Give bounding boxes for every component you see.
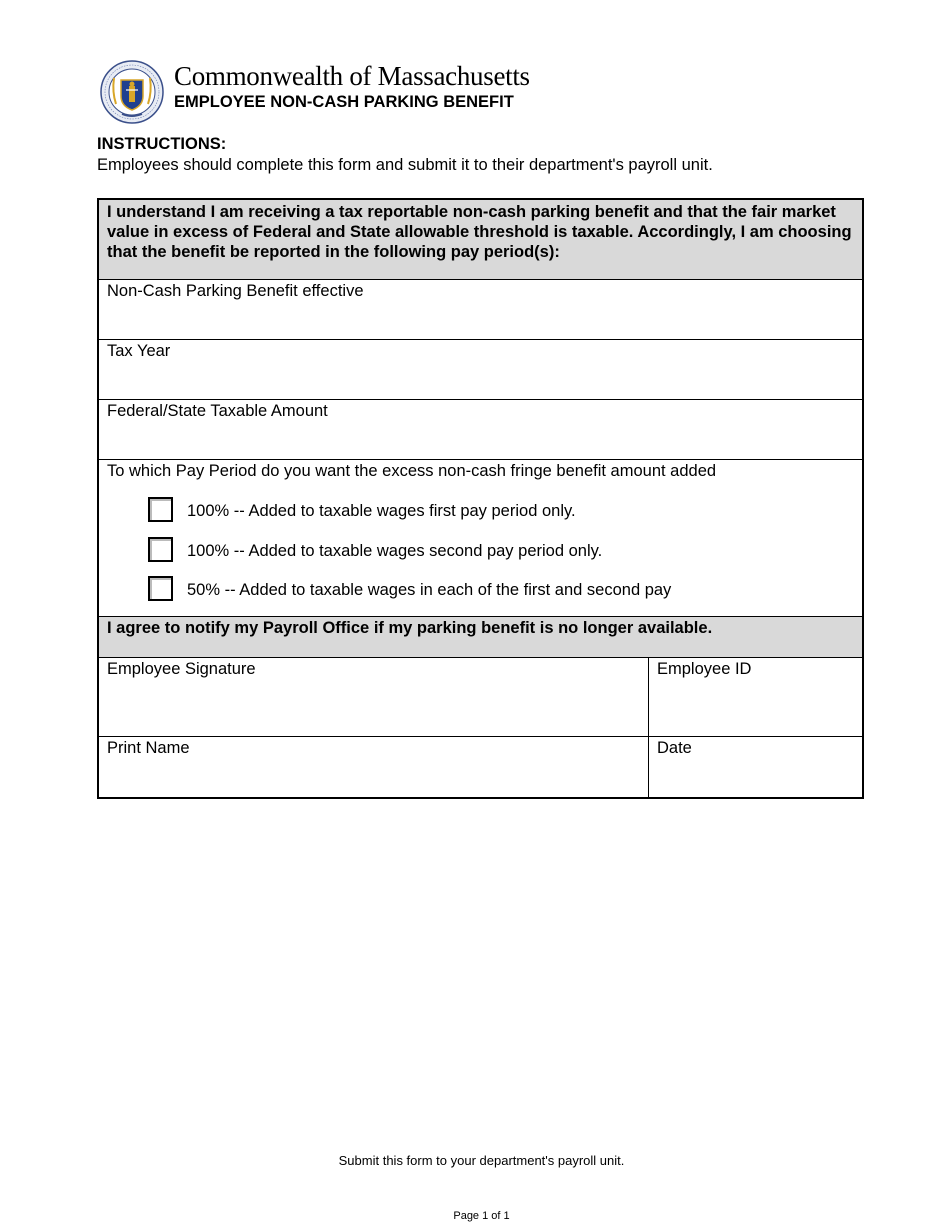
employee-id-label: Employee ID <box>657 660 752 678</box>
employee-signature-field[interactable] <box>99 658 649 736</box>
pay-period-option[interactable] <box>107 537 854 577</box>
employee-signature-label: Employee Signature <box>107 660 256 678</box>
form-title: EMPLOYEE NON-CASH PARKING BENEFIT <box>174 93 514 111</box>
taxable-amount-field[interactable] <box>99 399 862 459</box>
first-pay-period-checkbox[interactable] <box>148 497 173 522</box>
taxable-amount-label: Federal/State Taxable Amount <box>107 402 328 420</box>
tax-year-label: Tax Year <box>107 342 171 360</box>
tax-year-field[interactable] <box>99 339 862 399</box>
option-label: 100% -- Added to taxable wages first pay period only. <box>187 502 576 520</box>
print-name-field[interactable] <box>99 737 649 797</box>
pay-period-option[interactable] <box>107 497 854 537</box>
page-number: Page 1 of 1 <box>453 1210 510 1222</box>
effective-date-field[interactable] <box>99 279 862 339</box>
signature-row <box>99 657 862 736</box>
employee-id-field[interactable] <box>649 658 862 736</box>
date-label: Date <box>657 739 692 757</box>
option-label: 100% -- Added to taxable wages second pay period only. <box>187 541 603 560</box>
split-pay-period-checkbox[interactable] <box>148 576 173 601</box>
massachusetts-state-seal-icon <box>100 60 164 124</box>
pay-period-section <box>99 459 862 616</box>
benefit-form-table <box>97 198 864 799</box>
instructions-heading: INSTRUCTIONS: <box>97 135 227 153</box>
effective-date-label: Non-Cash Parking Benefit effective <box>107 282 364 300</box>
agreement-statement: I agree to notify my Payroll Office if my parking benefit is no longer available. <box>99 616 862 657</box>
print-name-label: Print Name <box>107 739 190 757</box>
pay-period-question: To which Pay Period do you want the excess non-cash fringe benefit amount added <box>107 462 717 480</box>
date-field[interactable] <box>649 737 862 797</box>
pay-period-option[interactable] <box>107 576 854 616</box>
second-pay-period-checkbox[interactable] <box>148 537 173 562</box>
instructions-text: Employees should complete this form and submit it to their department's payroll unit. <box>97 156 713 174</box>
organization-name: Commonwealth of Massachusetts <box>174 61 530 91</box>
name-row <box>99 736 862 797</box>
submission-note: Submit this form to your department's payroll unit. <box>338 1153 625 1168</box>
option-label: 50% -- Added to taxable wages in each of the first and second pay <box>187 581 672 599</box>
acknowledgement-statement: I understand I am receiving a tax reportable non-cash parking benefit and that the fair market value in excess of Federal and State allowable threshold is taxable. Accordingly, I am choosing that the benefit be reported in the following pay period(s): <box>99 200 862 279</box>
